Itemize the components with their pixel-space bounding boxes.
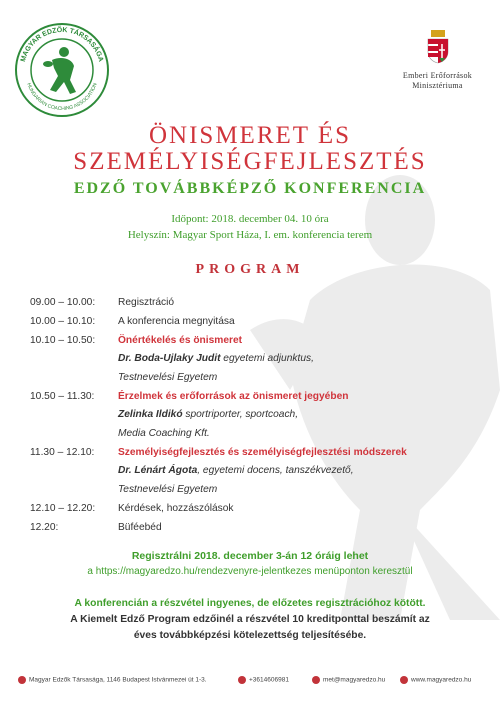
speaker-role: sportriporter, sportcoach, [182,409,299,420]
footer-email-text[interactable]: met@magyaredzo.hu [323,676,386,684]
program-item [30,297,174,308]
association-seal-icon [12,20,112,120]
hungarian-coaching-association-logo [12,20,112,120]
program-label: Büféebéd [118,522,162,533]
program-label: Kérdések, hozzászólások [118,503,234,514]
footer-address [18,676,207,684]
speaker-name: Dr. Boda-Ujlaky Judit [118,353,221,364]
program-speaker-line [118,353,314,364]
program-time: 12.20: [30,522,59,533]
footer-phone [238,676,289,684]
footer-phone-text: +3614606981 [249,676,289,684]
speaker-role: egyetemi adjunktus, [220,353,314,364]
speaker-role: , egyetemi docens, tanszékvezető, [197,465,354,476]
program-label: Regisztráció [118,297,175,308]
globe-icon [400,676,408,684]
program-time: 09.00 – 10.00: [30,297,96,308]
program-speaker-line [118,409,298,420]
program-topic: Személyiségfejlesztés és személyiségfejlesztési módszerek [118,447,407,458]
speaker-org: Testnevelési Egyetem [118,484,218,495]
footer [0,672,500,692]
location-icon [18,676,26,684]
program-heading: PROGRAM [195,262,305,277]
program-item [30,335,242,346]
credit-note-line1: A Kiemelt Edző Program edzőinél a részvétel 10 kreditponttal beszámít az [70,614,430,625]
svg-text:MAGYAR EDZŐK TÁRSASÁGA: MAGYAR EDZŐK TÁRSASÁGA [19,26,105,63]
footer-email[interactable] [312,676,385,684]
footer-address-text: Magyar Edzők Társasága, 1146 Budapest Istvánmezei út 1-3. [29,676,207,684]
program-time: 11.30 – 12.10: [30,447,95,458]
speaker-org: Media Coaching Kft. [118,428,210,439]
ministry-logo [385,30,490,100]
program-label: A konferencia megnyitása [118,316,235,327]
hungarian-coat-of-arms-icon [426,30,450,64]
event-date: Időpont: 2018. december 04. 10 óra [171,213,329,225]
phone-icon [238,676,246,684]
title-line1: ÖNISMERET ÉS [148,122,352,149]
program-time: 10.00 – 10.10: [30,316,96,327]
program-item [30,503,234,514]
program-topic: Önértékelés és önismeret [118,335,243,346]
program-item [30,316,235,327]
program-speaker-line [118,465,354,476]
program-time: 10.50 – 11.30: [30,391,95,402]
program-topic: Érzelmek és erőforrások az önismeret jegyében [118,391,349,402]
registration-link[interactable]: a https://magyaredzo.hu/rendezvenyre-jelentkezes menüponton keresztül [87,566,413,577]
speaker-org: Testnevelési Egyetem [118,372,218,383]
title-line2: SZEMÉLYISÉGFEJLESZTÉS [73,148,427,175]
speaker-name: Dr. Lénárt Ágota [118,465,198,476]
subtitle: EDZŐ TOVÁBBKÉPZŐ KONFERENCIA [73,180,427,197]
ministry-name-line2: Minisztériuma [412,81,463,90]
program-item [30,447,407,458]
program-item [30,391,348,402]
ministry-name [385,71,490,91]
registration-deadline: Regisztrálni 2018. december 3-án 12 óráig lehet [131,550,369,562]
program-time: 10.10 – 10.50: [30,335,96,346]
program-time: 12.10 – 12.20: [30,503,96,514]
footer-web[interactable] [400,676,471,684]
credit-note-line2: éves továbbképzési kötelezettség teljesítésébe. [133,630,367,641]
email-icon [312,676,320,684]
program-item [30,522,162,533]
svg-text:HUNGARIAN COACHING ASSOCIATION: HUNGARIAN COACHING ASSOCIATION [25,82,99,113]
speaker-name: Zelinka Ildikó [118,409,183,420]
free-participation-note: A konferencián a részvétel ingyenes, de előzetes regisztrációhoz kötött. [74,598,426,609]
footer-web-text[interactable]: www.magyaredzo.hu [411,676,472,684]
event-location: Helyszín: Magyar Sport Háza, I. em. konferencia terem [127,229,373,241]
ministry-name-line1: Emberi Erőforrások [402,71,473,80]
